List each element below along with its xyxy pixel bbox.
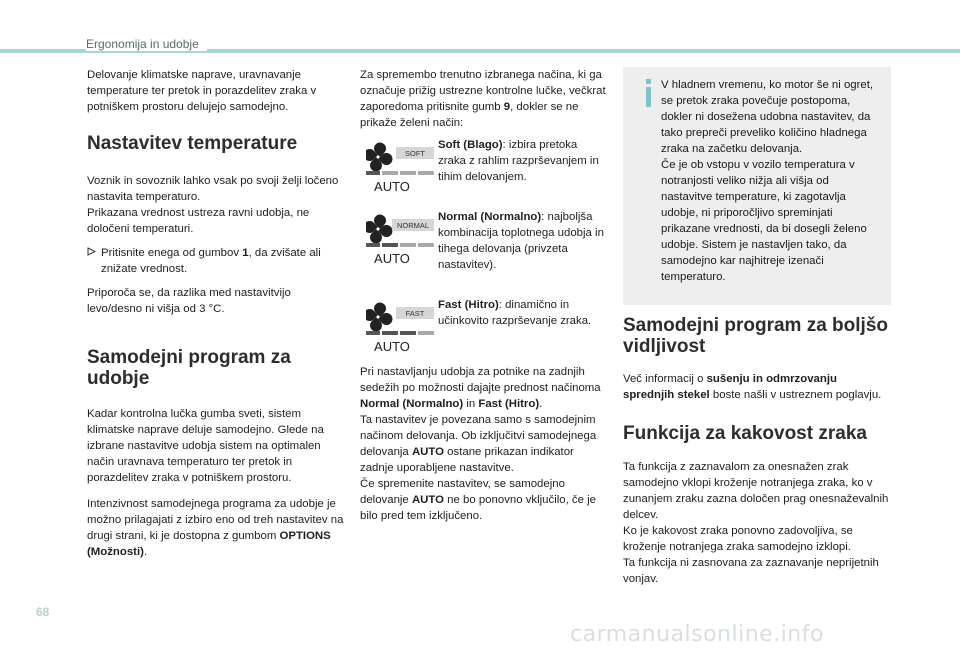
- heading-air-quality: Funkcija za kakovost zraka: [623, 423, 867, 444]
- heading-temperature: Nastavitev temperature: [87, 133, 298, 154]
- mode-normal-text: Normal (Normalno): najboljša kombinacija toplotnega udobja in tihega delovanja (privzeta nastavitev).: [438, 211, 604, 271]
- column-2: [360, 67, 606, 527]
- note-para-1: V hladnem vremenu, ko motor še ni ogret, se pretok zraka povečuje postopoma, dokler ni dosežena udobna nastavitev, da tako prepreči preveliko količino hladnega zraka na začetku delovanja.: [661, 79, 874, 155]
- instruction-text: Pritisnite enega od gumbov 1, da zvišate ali znižate vrednost.: [101, 247, 321, 275]
- svg-text:NORMAL: NORMAL: [396, 221, 430, 230]
- info-icon: [642, 79, 656, 107]
- arrow-bullet-icon: [87, 245, 101, 277]
- heading-comfort-program: Samodejni program za udobje: [87, 347, 291, 389]
- mode-fast: [360, 297, 606, 369]
- air-quality-para-1: Ta funkcija z zaznavalom za onesnažen zrak samodejno vklopi kroženje notranjega zraka, ko v zunanjem zraku zazna določen prag onesnaževalnih delcev.: [623, 461, 889, 521]
- rear-para-1: Pri nastavljanju udobja za potnike na zadnjih sedežih po možnosti dajajte prednost načinoma Normal (Normalno) in Fast (Hitro).: [360, 366, 601, 410]
- svg-text:AUTO: AUTO: [374, 251, 410, 266]
- page-number: 68: [36, 605, 50, 619]
- fan-normal-icon: [366, 211, 434, 269]
- mode-normal: [360, 209, 606, 281]
- rear-para-3: Če spremenite nastavitev, se samodejno delovanje AUTO ne bo ponovno vključilo, če je bilo pred tem izključeno.: [360, 478, 596, 522]
- svg-text:AUTO: AUTO: [374, 339, 410, 354]
- column-3: [623, 315, 891, 587]
- temperature-para-3: Priporoča se, da razlika med nastavitvijo levo/desno ni višja od 3 °C.: [87, 287, 291, 315]
- info-note-box: [623, 67, 891, 305]
- svg-text:SOFT: SOFT: [405, 149, 425, 158]
- svg-text:AUTO: AUTO: [374, 179, 410, 194]
- visibility-para: Več informacij o sušenju in odmrzovanju sprednjih stekel boste našli v ustreznem poglavju.: [623, 373, 882, 401]
- mode-soft: [360, 137, 606, 209]
- comfort-para-2: Intenzivnost samodejnega programa za udobje je možno prilagajati z izbiro eno od treh nastavitev na drugi strani, ki je dostopna z gumbom OPTIONS (Možnosti).: [87, 498, 344, 558]
- rear-para-2: Ta nastavitev je povezana samo s samodejnim načinom delovanja. Ob izključitvi samodejnega delovanja AUTO ostane prikazan indikator zadnje uporabljene nastavitve.: [360, 414, 597, 474]
- fan-soft-icon: [366, 139, 434, 197]
- heading-visibility-program: Samodejni program za boljšo vidljivost: [623, 315, 888, 357]
- temperature-para-1: Voznik in sovoznik lahko vsak po svoji želji ločeno nastavita temperaturo.: [87, 175, 339, 203]
- mode-soft-text: Soft (Blago): izbira pretoka zraka z rahlim razprševanjem in tihim delovanjem.: [438, 139, 599, 183]
- mode-intro: Za spremembo trenutno izbranega načina, ki ga označuje prižig ustrezne kontrolne lučke, večkrat zaporedoma pritisnite gumb 9, dokler se ne prikaže želeni način:: [360, 69, 606, 129]
- fan-fast-icon: [366, 299, 434, 357]
- intro-paragraph: Delovanje klimatske naprave, uravnavanje temperature ter pretok in porazdelitev zraka v potniškem prostoru delujejo samodejno.: [87, 69, 317, 113]
- note-para-2: Če je ob vstopu v vozilo temperatura v notranjosti veliko nižja ali višja od nastavitve temperature, ki zagotavlja udobje, ni priporočljivo spreminjati prikazane vrednosti, da bi dosegli želeno udobje. Sistem je nastavljen tako, da samodejno kar najhitreje izenači temperaturo.: [661, 159, 867, 283]
- rear-comfort-text: [360, 364, 606, 524]
- page-header-title: Ergonomija in udobje: [86, 37, 207, 51]
- air-quality-para-3: Ta funkcija ni zasnovana za zaznavanje neprijetnih vonjav.: [623, 557, 879, 585]
- temperature-para-2: Prikazana vrednost ustreza ravni udobja, ne določeni temperaturi.: [87, 207, 310, 235]
- air-quality-para-2: Ko je kakovost zraka ponovno zadovoljiva, se kroženje notranjega zraka samodejno izklopi.: [623, 525, 853, 553]
- temperature-instruction: [87, 245, 345, 277]
- watermark: carmanualsonline.info: [570, 622, 824, 647]
- column-1: [87, 67, 345, 560]
- mode-fast-text: Fast (Hitro): dinamično in učinkovito razprševanje zraka.: [438, 299, 592, 327]
- svg-text:FAST: FAST: [405, 309, 425, 318]
- comfort-para-1: Kadar kontrolna lučka gumba sveti, sistem klimatske naprave deluje samodejno. Glede na izbrane nastavitve udobja sistem na optimalen način uravnava temperaturo ter pretok in porazdelitev zraka v potniškem prostoru.: [87, 408, 324, 484]
